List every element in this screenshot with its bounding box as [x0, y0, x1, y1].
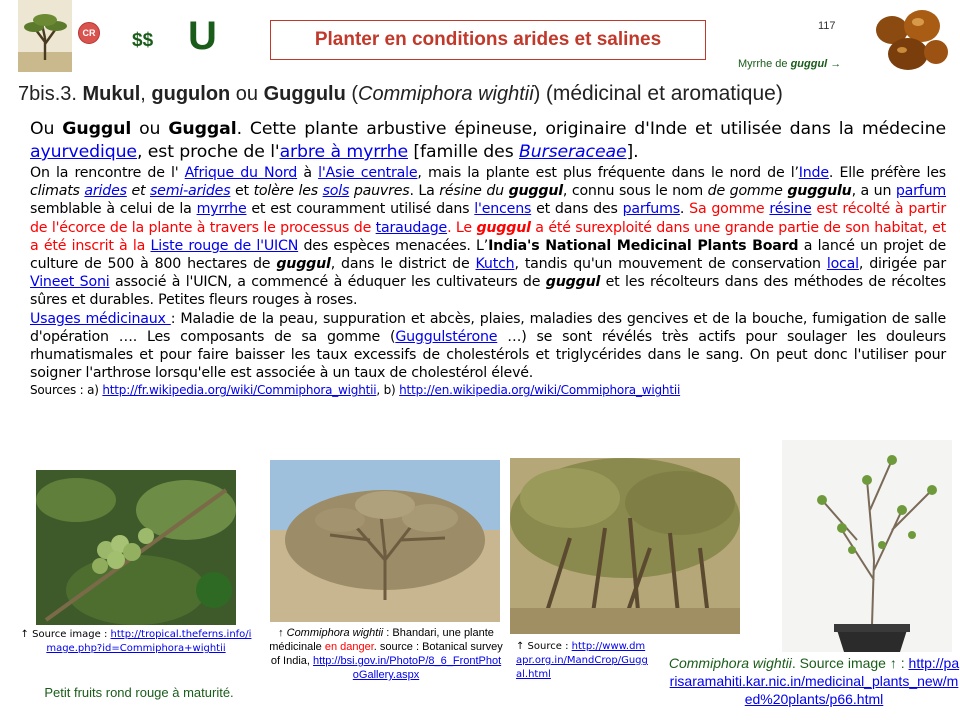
sources-line: Sources : a) http://fr.wikipedia.org/wiki/Commiphora_wightii, b) http://en.wikipedia.org/wiki/Commiphora_wightii	[30, 383, 681, 398]
lead-paragraph: Ou Guggul ou Guggal. Cette plante arbustive épineuse, originaire d'Inde et utilisée dans la médecine ayurvedique, est proche de l'arbre à myrrhe [famille des Burseraceae].	[30, 119, 946, 162]
level-indicator: U	[188, 14, 217, 58]
link-vineet-soni[interactable]: Vineet Soni	[30, 274, 110, 291]
link-taraudage[interactable]: taraudage	[375, 219, 448, 236]
dense-shrub-photo	[510, 458, 740, 634]
myrrh-resin-photo	[872, 4, 950, 78]
link-ayurvedique[interactable]: ayurvedique	[30, 142, 137, 162]
photo4-caption: Commiphora wightii. Source image ↑ : http://parisaramahiti.kar.nic.in/medicinal_plants_new/med%20plants/p66.html	[668, 655, 960, 707]
photo1-caption: ↑ Source image : http://tropical.theferns.info/image.php?id=Commiphora+wightii	[20, 629, 252, 654]
page-title: Planter en conditions arides et salines	[270, 20, 706, 60]
link-burseraceae[interactable]: Burseraceae	[519, 142, 627, 162]
link-source-fr-wikipedia[interactable]: http://fr.wikipedia.org/wiki/Commiphora_wightii	[102, 383, 377, 398]
link-parfums[interactable]: parfums	[622, 201, 680, 218]
medicinal-uses-paragraph: Usages médicinaux : Maladie de la peau, suppuration et abcès, plaies, maladies des gencives et de la bouche, fumigation de salle d'opération …. Les composants de sa gomme (Guggulstérone …) se sont révélés très actifs pour soulager les douleurs rhumatismales et pour faire baisser les taux excessifs de cholestérols et triglycérides dans le sang. On peut donc l'utiliser pour soigner l'arthrose lorsqu'elle est associée à un taux de cholestérol élevé.	[30, 310, 946, 382]
link-arbre-a-myrrhe[interactable]: arbre à myrrhe	[279, 142, 409, 162]
myrrh-caption: Myrrhe de guggul →	[738, 58, 842, 70]
link-photo2-source[interactable]: http://bsi.gov.in/PhotoP/8_6_FrontPhotoGallery.aspx	[313, 655, 502, 681]
link-asie-centrale[interactable]: l'Asie centrale	[318, 165, 418, 181]
link-afrique-du-nord[interactable]: Afrique du Nord	[184, 165, 298, 181]
price-indicator: $$	[132, 30, 154, 51]
body-text	[30, 118, 946, 398]
link-kutch[interactable]: Kutch	[475, 256, 515, 273]
link-guggulsterone[interactable]: Guggulstérone	[395, 328, 498, 345]
photo2-caption: ↑ Commiphora wightii : Bhandari, une plante médicinale en danger. source : Botanical survey of India, http://bsi.gov.in/PhotoP/8_6_FrontPhotoGallery.aspx	[269, 627, 503, 681]
fruit-branch-photo	[36, 470, 236, 625]
link-semi-arides[interactable]: semi-arides	[149, 183, 231, 200]
link-inde[interactable]: Inde	[798, 165, 829, 181]
link-myrrhe[interactable]: myrrhe	[196, 201, 247, 218]
link-photo3-source[interactable]: http://www.dmapr.org.in/MandCrop/Guggal.html	[516, 641, 648, 680]
photo3-caption: ↑ Source : http://www.dmapr.org.in/MandCrop/Guggal.html	[516, 641, 648, 680]
link-resine[interactable]: résine	[769, 201, 812, 218]
link-usages-medicinaux[interactable]: Usages médicinaux	[30, 310, 171, 327]
link-sols[interactable]: sols	[322, 183, 350, 200]
link-source-en-wikipedia[interactable]: http://en.wikipedia.org/wiki/Commiphora_wightii	[399, 383, 681, 398]
link-encens[interactable]: l'encens	[474, 201, 532, 218]
link-photo4-source[interactable]: http://parisaramahiti.kar.nic.in/medicinal_plants_new/med%20plants/p66.html	[669, 655, 960, 707]
cr-badge: CR	[78, 22, 100, 44]
link-local[interactable]: local	[826, 256, 859, 273]
page-number: 117	[818, 20, 836, 32]
description-paragraph: On la rencontre de l' Afrique du Nord à l'Asie centrale, mais la plante est plus fréquente dans le nord de l’Inde. Elle préfère les climats arides et semi-arides et tolère les sols pauvres. La résine du guggul, connu sous le nom de gomme guggulu, a un parfum semblable à celui de la myrrhe et est couramment utilisé dans l'encens et dans des parfums. Sa gomme résine est récolté à partir de l'écorce de la plante à travers le processus de taraudage. Le guggul a été surexploité dans une grande partie de son habitat, et a été inscrit à la Liste rouge de l'UICN des espèces menacées. L’India's National Medicinal Plants Board a lancé un projet de culture de 500 à 800 hectares de guggul, dans le district de Kutch, tandis qu'un mouvement de conservation local, dirigée par Vineet Soni associé à l'UICN, a commencé à éduquer les cultivateurs de guggul et les récolteurs dans des méthodes de récoltes sûres et durables. Petites fleurs rouges à roses.	[30, 165, 947, 309]
link-parfum[interactable]: parfum	[895, 183, 947, 200]
link-photo1-source[interactable]: http://tropical.theferns.info/image.php?id=Commiphora+wightii	[46, 629, 252, 654]
shrub-landscape-photo	[270, 460, 500, 622]
link-arides[interactable]: arides	[84, 183, 127, 200]
potted-plant-photo	[782, 440, 952, 652]
section-heading: 7bis.3. Mukul, gugulon ou Guggulu (Commiphora wightii) (médicinal et aromatique)	[18, 82, 783, 105]
tree-logo-icon	[18, 0, 72, 72]
link-liste-rouge-uicn[interactable]: Liste rouge de l'UICN	[150, 237, 299, 254]
photo1-note: Petit fruits rond rouge à maturité.	[44, 685, 234, 700]
